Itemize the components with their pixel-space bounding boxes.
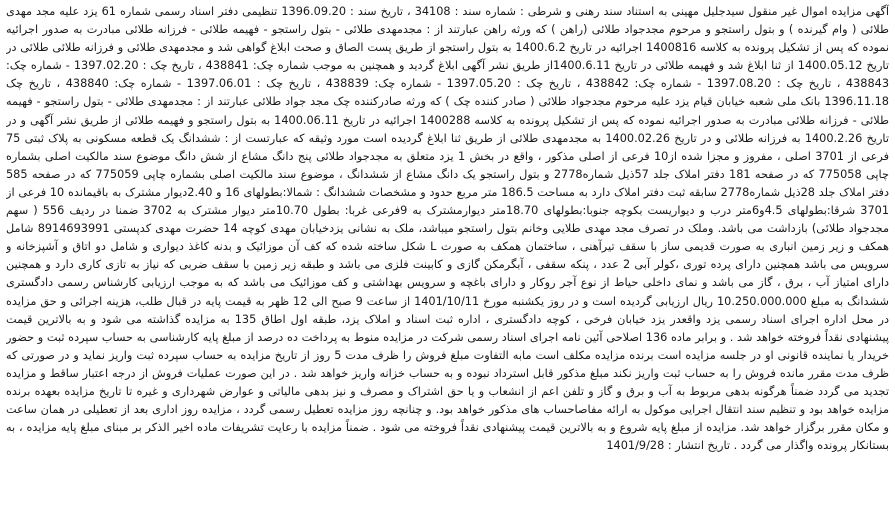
auction-notice	[6, 3, 889, 508]
notice-body: آگهی مزایده اموال غیر منقول سیدجلیل مهینی به استناد سند رهنی و شرطی : شماره سند : 34108 ، تاریخ سند : 1396.09.20 تنظیمی دفتر اسناد رسمی شماره 61 یزد علیه مجد مهدی طلائی ( وام گیرنده ) و بتول راستجو و مرحوم مجدجواد طلائی (راهن ) که ورثه راهن عبارتند از : مجدمهدی طلائی - بتول راستجو - فهیمه طلائی - فرزانه طلائی مبادرت به صدور اجرائیه نموده که پس از تشکیل پرونده به کلاسه 1400816 اجرائیه در تاریخ 1400.6.2 به بتول راستجو از طریق پست الصاق و صحت ابلاغ گواهی شد و مجدمهدی طلائی و فرزانه طلائی طلائی در تاریخ 1400.05.12 از ثنا ابلاغ شد و فهیمه طلائی در تاریخ 1400.6.11از طریق نشر آگهی ابلاغ گردید و همچنین به موجب شماره چک: 438841 ، تاریخ چک : 1397.02.20 - شماره چک: 438843 ، تاریخ چک : 1397.08.20 - شماره چک: 438842 ، تاریخ چک : 1397.05.20 - شماره چک: 438839 ، تاریخ چک : 1397.06.01 - شماره چک: 438840 ، تاریخ چک 1396.11.18 بانک ملی شعبه خیابان قیام یزد علیه مرحوم مجدجواد طلائی ( صادر کننده چک ) که ورثه صادرکننده چک مجد جواد طلائی عبارتند از : مجدمهدی طلائی - بتول راستجو - فهیمه طلائی - فرزانه طلائی مبادرت به صدور اجرائیه نموده که پس از تشکیل پرونده به کلاسه 1400288 اجرائیه در تاریخ 1400.06.11 به بتول راستجو و فهیمه طلائی از طریق نشر آگهی و در تاریخ 1400.2.26 به فرزانه طلائی و در تاریخ 1400.02.26 به مجدمهدی طلائی از طریق ثنا ابلاغ گردیده است مورد وثیقه که عبارتست از : ششدانگ یک قطعه مسکونی به پلاک ثبتی 75 فرعی از 3701 اصلی ، مفروز و مجزا شده از10 فرعی از اصلی مذکور ، واقع در بخش 1 یزد متعلق به مجدجواد طلائی پنج دانگ مشاع از شش دانگ موضوع سند مالکیت اصلی بشماره چاپی 775058 که در صفحه 181 دفتر املاک جلد 57ذیل شماره2778 و بتول راستجو یک دانگ مشاع از ششدانگ ، موضوع سند مالکیت اصلی بشماره چاپی 775059 که در صفحه 585 دفتر املاک جلد 28ذیل شماره2778 سابقه ثبت دفتر املاک دارد به مساحت 186.5 متر مربع حدود و مشخصات ششدانگ : شمالا:بطولهای 16 و 2.40دیوار مشترک به باقیمانده 10 فرعی از 3701 شرقا:بطولهای 4.5و6متر درب و دیواریست بکوچه جنوبا:بطولهای 18.70متر دیوارمشترک به 9فرعی غربا: بطول 10.70متر دیوار مشترک به 3702 ضمنا در ردیف 556 ( سهم مجدجواد طلائی) بازداشت می باشد. وملک در تصرف مجد مهدی طلایی وخانم بتول راستجو میباشد، ملک به نشانی یزدخیابان مهدی کوچه 14 حضرت مهدی کدپستی 8914693991 شامل همکف و زیر زمین انباری به صورت قدیمی ساز با سقف تیرآهنی ، ساختمان همکف به صورت L شکل ساخته شده که کف آن موزائیک و بدنه کاغذ دیواری و شامل دو اتاق و آشپزخانه و سرویس می باشد همچنین دارای پرده توری ،کولر آبی 2 عدد ، پنکه سقفی ، آبگرمکن گازی و کابینت فلزی می باشد و طبقه زیر زمین با سقف ضربی که نیاز به تازی کاری دارد و همچنین دارای امتیاز آب ، برق ، گاز می باشد و نمای داخلی حیاط از نوع آجر روکار و دارای باغچه و سرویس بهداشتی و کف موزائیک می باشد که به موجب ارزیابی کارشناس رسمی دادگستری ششدانگ به مبلغ 10.250.000.000 ریال ارزیابی گردیده است و در روز یکشنبه مورخ 1401/10/11 از ساعت 9 صبح الی 12 ظهر به قیمت پایه در قبال طلب، هزینه اجرائی و حق مزایده در محل اداره اجرای اسناد رسمی یزد واقعدر یزد خیابان فرخی ، کوچه دادگستری ، اداره ثبت اسناد و املاک یزد، طبقه اول اطاق 135 به مزایده گذاشته می شود و به بالاترین قیمت پیشنهادی نقداً فروخته خواهد شد . و برابر ماده 136 اصلاحی آئین نامه اجرای اسناد رسمی شرکت در مزایده منوط به پرداخت ده درصد از مبلغ پایه کارشناسی به حساب سپرده ثبت و حضور خریدار یا نماینده قانونی او در جلسه مزایده است برنده مزایده مکلف است مابه التفاوت مبلغ فروش را ظرف مدت 5 روز از تاریخ مزایده به حساب سپرده ثبت واریز نماید و در صورتی که ظرف مدت مقرر مانده فروش را به حساب ثبت واریز نکند مبلغ مذکور قابل استرداد نبوده و به حساب خزانه واریز خواهد شد . در این صورت عملیات فروش از درجه اعتبار ساقط و مزایده تجدید می گردد ضمناً هرگونه بدهی مربوط به آب و برق و گاز و تلفن اعم از انشعاب و یا حق اشتراک و مصرف و نیز بدهی مالیاتی و عوارض شهرداری و غیره تا تاریخ مزایده بعهده برنده مزایده خواهد بود و تنظیم سند انتقال اجرایی موکول به ارائه مفاصاحساب های مذکور خواهد بود. و چنانچه روز مزایده تعطیل رسمی گردد ، مزایده روز اداری بعد از تعطیلی در همان ساعت و مکان مقرر برگزار خواهد شد. مزایده از مبلغ پایه شروع و به بالاترین قیمت پیشنهادی نقداً فروخته می شود . ضمناً مزایده با رعایت تشریفات ماده اخیر الذکر بر مبنای مبلغ پایه مزایده ، به بستانکار پرونده واگذار می گردد . تاریخ انتشار : 1401/9/28	[6, 5, 889, 453]
